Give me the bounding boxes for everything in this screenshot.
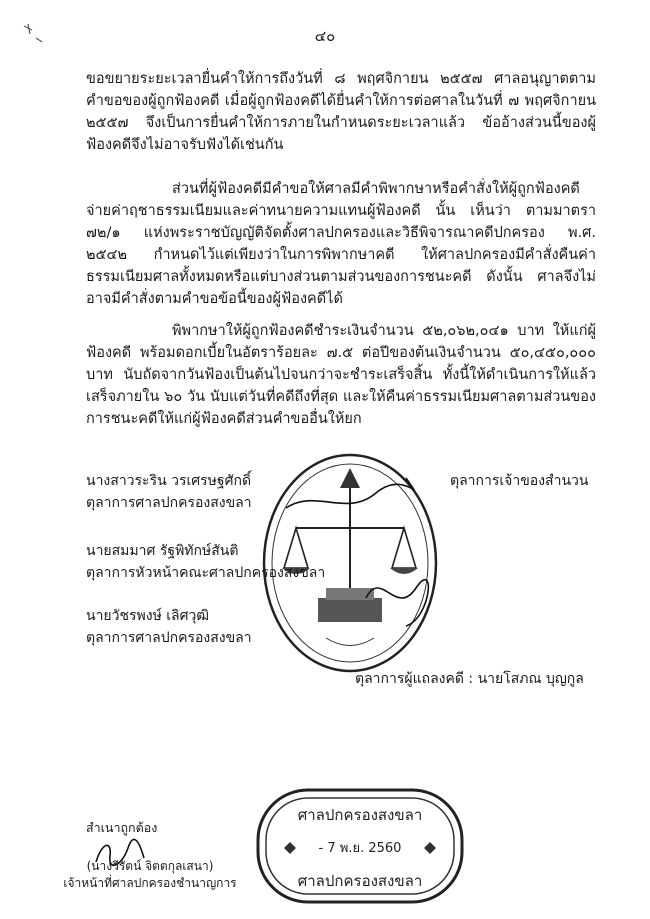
certified-copy-label: สำเนาถูกต้อง xyxy=(86,820,158,835)
paragraph-text: พิพากษาให้ผู้ถูกฟ้องคดีชำระเงินจำนวน ๕๒,๐๖๒,๐๔๑ บาท ให้แก่ผู้ฟ้องคดี พร้อมดอกเบี้ยในอัตราร้อยละ ๗.๕ ต่อปีของต้นเงินจำนวน ๕๐,๔๕๐,๐๐๐ บาท นับถัดจากวันฟ้องเป็นต้นไปจนกว่าจะชำระเสร็จสิ้น ทั้งนี้ให้ดำเนินการให้แล้วเสร็จภายใน ๖๐ วัน นับแต่วันที่คดีถึงที่สุด และให้คืนค่าธรรมเนียมศาลตามส่วนของการชนะคดีให้แก่ผู้ฟ้องคดีส่วนคำขออื่นให้ยก xyxy=(86,323,596,427)
signatory-name: นางสาวระริน วรเศรษฐศักดิ์ xyxy=(86,473,252,489)
paragraph-text: ขอขยายระยะเวลายื่นคำให้การถึงวันที่ ๘ พฤศจิกายน ๒๕๕๗ ศาลอนุญาตตามคำขอของผู้ถูกฟ้องคดี เมื่อผู้ถูกฟ้องคดีได้ยื่นคำให้การต่อศาลในวันที่ ๗ พฤศจิกายน ๒๕๕๗ จึงเป็นการยื่นคำให้การภายในกำหนดระยะเวลาแล้ว ข้ออ้างส่วนนี้ของผู้ฟ้องคดีจึงไม่อาจรับฟังได้เช่นกัน xyxy=(86,71,596,153)
paragraph-text: ส่วนที่ผู้ฟ้องคดีมีคำขอให้ศาลมีคำพิพากษาหรือคำสั่งให้ผู้ถูกฟ้องคดีจ่ายค่าฤชาธรรมเนียมและค่าทนายความแทนผู้ฟ้องคดี นั้น เห็นว่า ตามมาตรา ๗๒/๑ แห่งพระราชบัญญัติจัดตั้งศาลปกครองและวิธีพิจารณาคดีปกครอง พ.ศ. ๒๕๔๒ กำหนดไว้แต่เพียงว่าในการพิพากษาคดี ให้ศาลปกครองมีคำสั่งคืนค่าธรรมเนียมศาลทั้งหมดหรือแต่บางส่วนตามส่วนของการชนะคดี ดังนั้น ศาลจึงไม่อาจมีคำสั่งตามคำขอข้อนี้ของผู้ฟ้องคดีได้ xyxy=(86,181,596,307)
clerk-title: เจ้าหน้าที่ศาลปกครองชำนาญการ xyxy=(63,876,237,890)
paragraph-extension xyxy=(86,68,596,156)
signatory-title: ตุลาการศาลปกครองสงขลา xyxy=(86,495,252,511)
case-owner-judge: ตุลาการเจ้าของสำนวน xyxy=(450,473,589,489)
signatory-block xyxy=(86,470,252,514)
clerk-block xyxy=(40,858,260,892)
signatory-name: นายวัชรพงษ์ เลิศวุฒิ xyxy=(86,608,210,624)
court-date-stamp xyxy=(254,786,466,906)
signatory-block xyxy=(86,540,325,584)
signatory-name: นายสมมาศ รัฐพิทักษ์สันติ xyxy=(86,543,239,559)
paragraph-court-fees xyxy=(86,178,596,310)
signatory-title: ตุลาการศาลปกครองสงขลา xyxy=(86,630,252,646)
clerk-name: (นางวีรัตน์ จิตตกุลเสนา) xyxy=(86,859,214,873)
page-number: ๔๐ xyxy=(314,27,336,45)
paragraph-judgment xyxy=(86,320,596,430)
statement-judge: ตุลาการผู้แถลงคดี : นายโสภณ บุญกูล xyxy=(355,671,584,687)
stamp-top-text: ศาลปกครองสงขลา xyxy=(297,806,423,824)
stamp-bottom-text: ศาลปกครองสงขลา xyxy=(297,872,423,890)
signatory-title: ตุลาการหัวหน้าคณะศาลปกครองสงขลา xyxy=(86,565,326,581)
signatory-block xyxy=(86,605,252,649)
stamp-date: - 7 พ.ย. 2560 xyxy=(318,841,402,856)
